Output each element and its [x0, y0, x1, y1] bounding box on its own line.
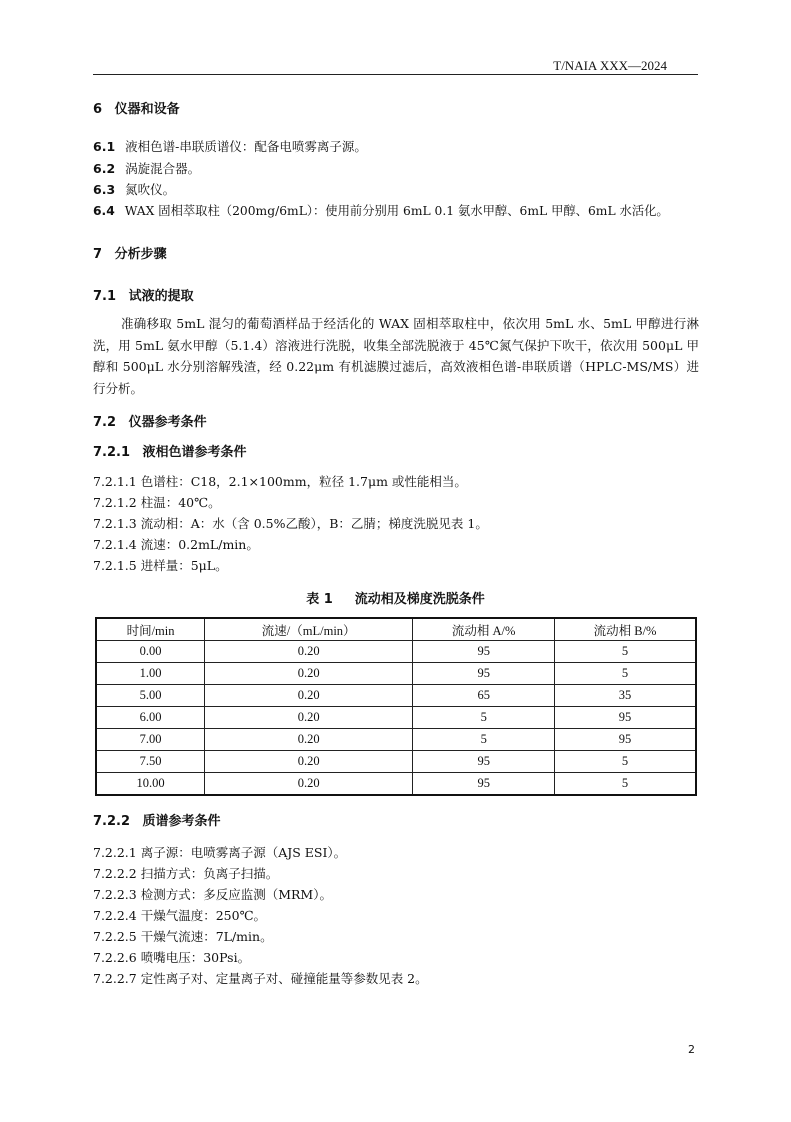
- table-title: 流动相及梯度洗脱条件: [354, 592, 485, 607]
- table-cell: 0.20: [205, 729, 413, 751]
- table-row: [96, 685, 696, 707]
- table-cell: 10.00: [96, 773, 205, 796]
- table-cell: 7.00: [96, 729, 205, 751]
- table-cell: 0.20: [205, 685, 413, 707]
- table-cell: 65: [413, 685, 555, 707]
- table-cell: 5.00: [96, 685, 205, 707]
- item-6-2: 6.2 涡旋混合器。: [93, 161, 201, 176]
- lc-condition-item: 7.2.1.2 柱温：40℃。: [93, 495, 221, 510]
- table-cell: 0.20: [205, 773, 413, 796]
- document-code: T/NAIA XXX—2024: [553, 58, 667, 73]
- table-cell: 5: [555, 663, 696, 685]
- section-title: 仪器和设备: [114, 102, 180, 117]
- section-7-2-heading: 7.2 仪器参考条件: [93, 415, 207, 430]
- section-7-2-1-heading: 7.2.1 液相色谱参考条件: [93, 445, 247, 460]
- table-row: [96, 707, 696, 729]
- column-header: 时间/min: [96, 618, 205, 641]
- section-7-heading: 7 分析步骤: [93, 247, 167, 262]
- extraction-paragraph: 准确移取 5mL 混匀的葡萄酒样品于经活化的 WAX 固相萃取柱中，依次用 5mL 水、5mL 甲醇进行淋洗，用 5mL 氨水甲醇（5.1.4）溶液进行洗脱，收集全部洗脱液于 45℃氮气保护下吹干，依次用 500μL 甲醇和 500μL 水分别溶解残渣，经 0.22μm 有机滤膜过滤后，高效液相色谱-串联质谱（HPLC-MS/MS）进行分析。: [93, 316, 699, 396]
- table-row: [96, 663, 696, 685]
- table-cell: 5: [413, 729, 555, 751]
- ms-condition-item: 7.2.2.3 检测方式：多反应监测（MRM）。: [93, 887, 332, 902]
- lc-condition-item: 7.2.1.4 流速：0.2mL/min。: [93, 537, 259, 552]
- section-number: 6: [93, 102, 103, 117]
- table-cell: 0.00: [96, 641, 205, 663]
- table-cell: 6.00: [96, 707, 205, 729]
- table-caption: [0, 588, 791, 607]
- lc-condition-item: 7.2.1.3 流动相：A：水（含 0.5%乙酸），B：乙腈；梯度洗脱见表 1。: [93, 516, 488, 531]
- item-6-4: 6.4 WAX 固相萃取柱（200mg/6mL）：使用前分别用 6mL 0.1 氨水甲醇、6mL 甲醇、6mL 水活化。: [93, 204, 669, 218]
- ms-condition-item: 7.2.2.5 干燥气流速：7L/min。: [93, 929, 273, 944]
- table-cell: 0.20: [205, 641, 413, 663]
- ms-condition-item: 7.2.2.7 定性离子对、定量离子对、碰撞能量等参数见表 2。: [93, 971, 428, 986]
- ms-condition-item: 7.2.2.6 喷嘴电压：30Psi。: [93, 950, 251, 965]
- section-7-2-2-heading: 7.2.2 质谱参考条件: [93, 814, 221, 829]
- table-cell: 95: [413, 641, 555, 663]
- table-cell: 95: [555, 729, 696, 751]
- table-cell: 95: [413, 773, 555, 796]
- section-7-1-heading: 7.1 试液的提取: [93, 289, 194, 304]
- table-row: [96, 751, 696, 773]
- lc-condition-item: 7.2.1.1 色谱柱：C18，2.1×100mm，粒径 1.7μm 或性能相当。: [93, 474, 467, 489]
- ms-condition-item: 7.2.2.2 扫描方式：负离子扫描。: [93, 866, 279, 881]
- column-header: 流动相 B/%: [555, 618, 696, 641]
- table-cell: 0.20: [205, 707, 413, 729]
- column-header: 流动相 A/%: [413, 618, 555, 641]
- table-cell: 95: [413, 751, 555, 773]
- table-cell: 5: [413, 707, 555, 729]
- page-number: 2: [688, 1043, 695, 1056]
- table-cell: 0.20: [205, 751, 413, 773]
- gradient-table: [95, 617, 697, 796]
- ms-condition-item: 7.2.2.4 干燥气温度：250℃。: [93, 908, 267, 923]
- table-cell: 7.50: [96, 751, 205, 773]
- header-rule: [93, 74, 698, 75]
- table-cell: 95: [555, 707, 696, 729]
- table-cell: 5: [555, 773, 696, 796]
- table-cell: 5: [555, 751, 696, 773]
- lc-condition-item: 7.2.1.5 进样量：5μL。: [93, 558, 228, 573]
- section-6-heading: [93, 98, 180, 117]
- table-cell: 1.00: [96, 663, 205, 685]
- item-6-3: 6.3 氮吹仪。: [93, 182, 176, 197]
- table-label: 表 1: [306, 592, 333, 607]
- table-cell: 95: [413, 663, 555, 685]
- table-header-row: [96, 618, 696, 641]
- ms-condition-item: 7.2.2.1 离子源：电喷雾离子源（AJS ESI）。: [93, 845, 347, 860]
- table-row: [96, 773, 696, 796]
- table-row: [96, 729, 696, 751]
- table-cell: 5: [555, 641, 696, 663]
- item-6-1: 6.1 液相色谱-串联质谱仪：配备电喷雾离子源。: [93, 139, 367, 154]
- column-header: 流速/（mL/min）: [205, 618, 413, 641]
- table-cell: 35: [555, 685, 696, 707]
- table-cell: 0.20: [205, 663, 413, 685]
- table-row: [96, 641, 696, 663]
